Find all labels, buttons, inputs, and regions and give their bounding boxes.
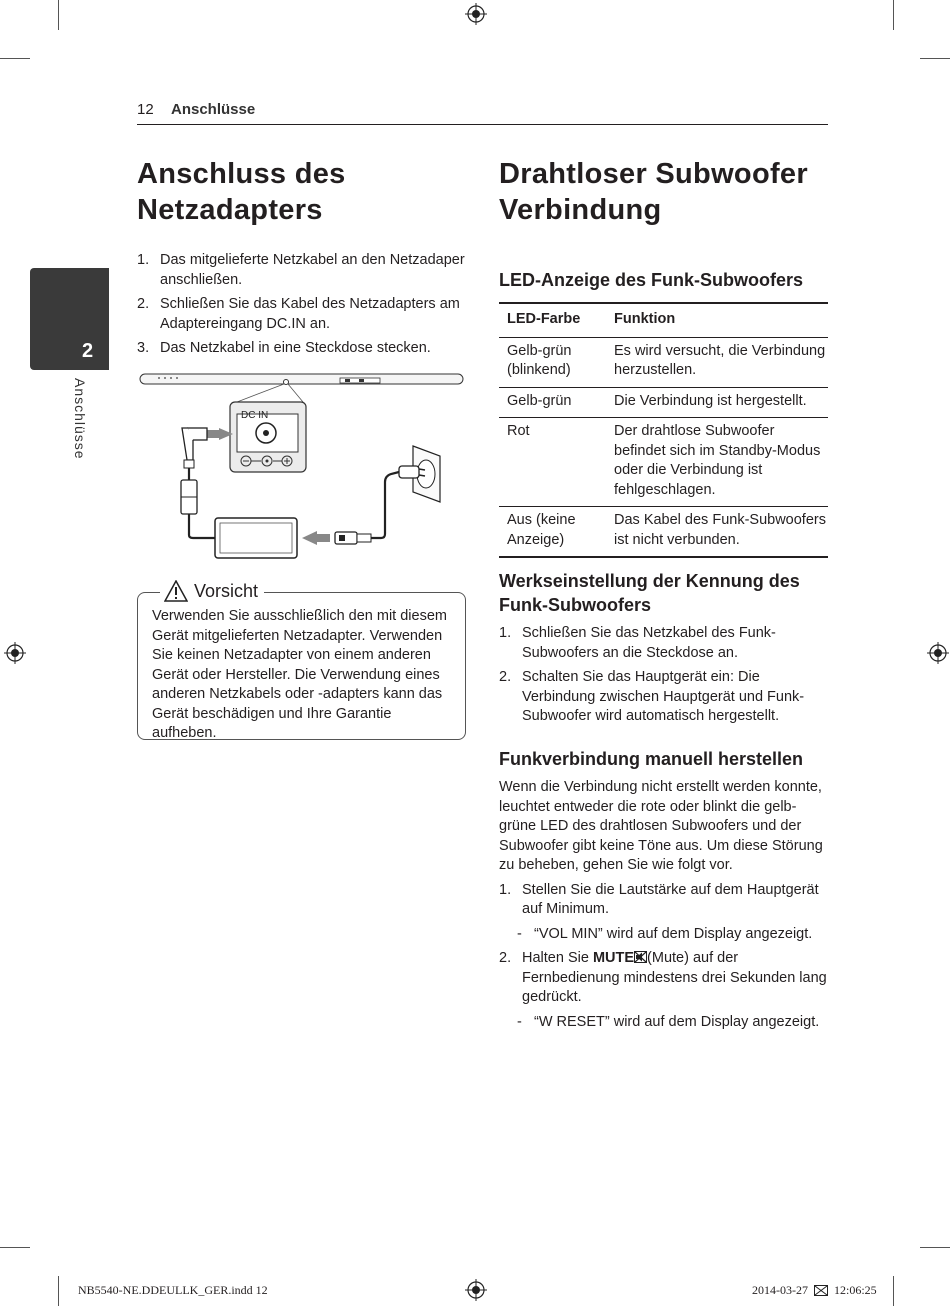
display-note: - “W RESET” wird auf dem Display angezeigt. [517,1013,820,1030]
crop-mark [893,0,894,30]
table-cell: Der drahtlose Subwoofer befindet sich im Standby-Modus oder die Verbindung ist fehlgeschlagen. [614,423,821,498]
table-cell: Die Verbindung ist hergestellt. [614,392,807,409]
adapter-connection-diagram [137,370,467,565]
clock-glyph-icon [814,1285,828,1296]
crop-mark [58,1276,59,1306]
table-row [499,387,828,418]
chapter-label: Anschlüsse [72,378,88,460]
crop-mark [0,58,30,59]
display-note: - “VOL MIN” wird auf dem Display angezeigt. [517,925,813,942]
chapter-tab [30,268,109,370]
manual-section [499,778,829,1037]
mute-key-label: MUTE [592,950,635,966]
manual-steps [499,881,829,920]
table-cell: Rot [507,423,530,439]
table-cell: Es wird versucht, die Verbindung herzustellen. [614,342,826,378]
right-title: Drahtloser Subwoofer Verbindung [499,158,808,226]
footer-timestamp: 2014-03-27 12:06:25 [752,1283,877,1297]
warning-triangle-icon [164,580,188,602]
column-header: LED-Farbe [507,311,581,327]
led-heading: LED-Anzeige des Funk-Subwoofers [499,270,804,290]
table-cell: Das Kabel des Funk-Subwoofers ist nicht verbunden. [614,512,826,548]
list-item: 2. Schließen Sie das Kabel des Netzadapters am Adaptereingang DC.IN an. [137,296,460,332]
manual-heading: Funkverbindung manuell herstellen [499,749,804,769]
caution-title: Vorsicht [194,580,259,601]
list-item: 2. Schalten Sie das Hauptgerät ein: Die Verbindung zwischen Hauptgerät und Funk-Subwoofer wird automatisch hergestellt. [499,669,805,724]
footer-filename: NB5540-NE.DDEULLK_GER.indd 12 [78,1283,268,1297]
list-item: 1. Stellen Sie die Lautstärke auf dem Hauptgerät auf Minimum. [499,881,819,917]
mute-icon [634,951,647,963]
crop-mark [893,1276,894,1306]
page-number: 12 [137,101,154,118]
table-header-row [499,303,828,337]
crop-mark [0,1247,30,1248]
table-cell: Gelb-grün (blinkend) [507,342,572,378]
table-row [499,337,828,387]
column-header: Funktion [614,311,676,327]
crop-mark [920,58,950,59]
led-table [499,302,828,558]
caution-header [160,580,264,602]
table-row [499,507,828,558]
crop-mark [58,0,59,30]
list-item: 1. Schließen Sie das Netzkabel des Funk-Subwoofers an die Steckdose an. [499,625,776,661]
section-header: Anschlüsse [171,101,256,118]
registration-mark-icon [465,1279,487,1301]
registration-mark-icon [927,642,949,664]
table-cell: Aus (keine Anzeige) [507,512,576,548]
reset-steps [499,624,829,732]
adapter-steps [137,251,467,364]
caution-text: Verwenden Sie ausschließlich den mit diesem Gerät mitgelieferten Netzadapter. Verwenden Sie keinen Netzadapter von einem anderen Gerät oder Hersteller. Die Verwendung eines anderen Netzkabels oder -adapters kann das Gerät beschädigen und Ihre Garantie aufheben. [152,608,447,741]
registration-mark-icon [4,642,26,664]
reset-heading: Werkseinstellung der Kennung des Funk-Subwoofers [499,571,800,615]
manual-intro: Wenn die Verbindung nicht erstellt werden konnte, leuchtet entweder die rote oder blinkt die gelb-grüne LED des drahtlosen Subwoofers und der Subwoofer gibt keine Töne aus. Um diese Störung zu beheben, gehen Sie wie folgt vor. [499,779,823,873]
list-item: 2. Halten Sie MUTE (Mute) auf der Fernbedienung mindestens drei Sekunden lang gedrückt. [499,950,827,1005]
list-item: 3. Das Netzkabel in eine Steckdose stecken. [137,340,431,356]
left-title: Anschluss des Netzadapters [137,158,346,226]
list-item: 1. Das mitgelieferte Netzkabel an den Netzadaper anschließen. [137,252,465,288]
dc-in-label: DC IN [241,410,269,421]
crop-mark [920,1247,950,1248]
registration-mark-icon [465,3,487,25]
table-row [499,418,828,507]
manual-steps [499,949,829,1008]
table-cell: Gelb-grün [507,392,572,409]
header-rule [137,124,828,125]
chapter-number: 2 [82,340,94,362]
